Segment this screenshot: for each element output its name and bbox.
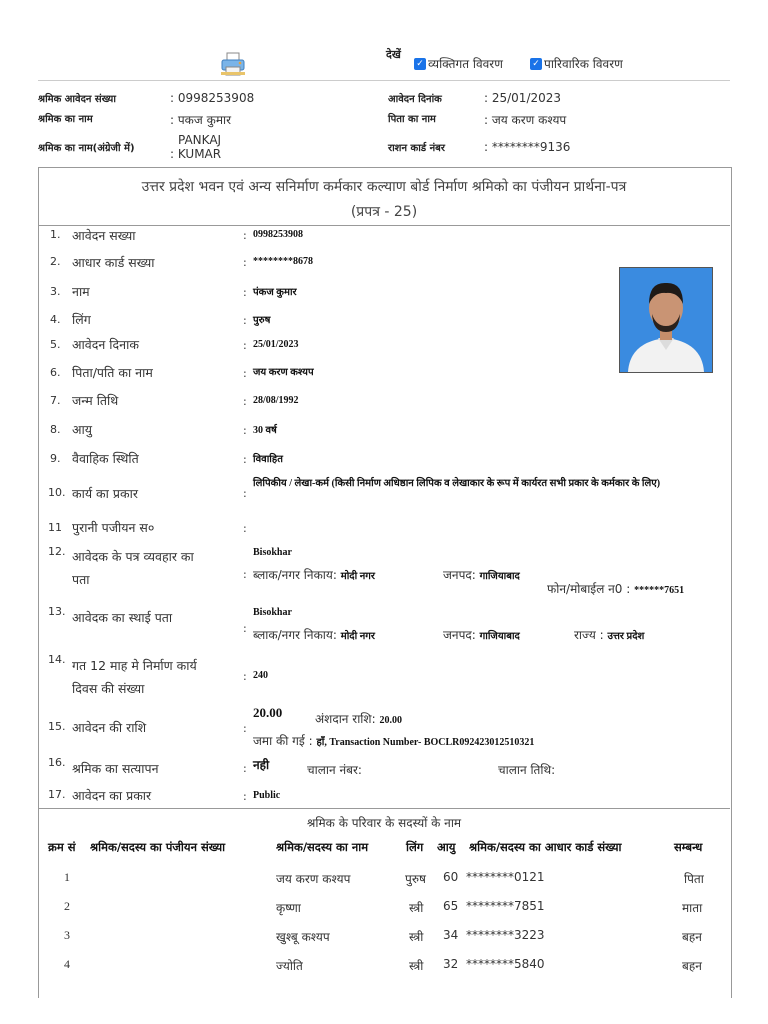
table-cell-aadhaar: ********0121 bbox=[466, 870, 545, 884]
table-header: श्रमिक/सदस्य का नाम bbox=[276, 840, 369, 854]
colon: : bbox=[243, 762, 247, 775]
colon: : bbox=[243, 367, 247, 380]
row-label: लिंग bbox=[72, 312, 91, 327]
row-label: नाम bbox=[72, 284, 90, 299]
table-cell-sn: 4 bbox=[64, 957, 70, 971]
row-label: आधार कार्ड सख्या bbox=[72, 255, 155, 270]
row-number: 15. bbox=[48, 720, 66, 733]
row-number: 7. bbox=[50, 394, 61, 407]
district-field: जनपद: गाजियाबाद bbox=[443, 628, 520, 642]
colon: : bbox=[243, 790, 247, 803]
row-label: आवेदन सख्या bbox=[72, 228, 136, 243]
address-village: Bisokhar bbox=[253, 607, 292, 618]
divider bbox=[38, 225, 730, 226]
table-cell-relation: बहन bbox=[682, 959, 702, 973]
colon: : bbox=[243, 670, 247, 683]
row-label: पता bbox=[72, 572, 90, 587]
row-value: Public bbox=[253, 790, 281, 801]
application-number-label: श्रमिक आवेदन संख्या bbox=[38, 94, 116, 105]
table-header: लिंग bbox=[406, 840, 424, 854]
row-value: विवाहित bbox=[253, 454, 283, 465]
table-cell-relation: माता bbox=[682, 901, 703, 915]
colon: : bbox=[243, 622, 247, 635]
row-number: 12. bbox=[48, 545, 66, 558]
district-field: जनपद: गाजियाबाद bbox=[443, 568, 520, 582]
family-section-title: श्रमिक के परिवार के सदस्यों के नाम bbox=[306, 816, 462, 830]
challan-number-label: चालान नंबर: bbox=[307, 763, 362, 777]
row-label: वैवाहिक स्थिति bbox=[72, 451, 139, 466]
colon: : bbox=[243, 424, 247, 437]
row-value: लिपिकीय / लेखा-कर्म (किसी निर्माण अधिष्ठान लिपिक व लेखाकार के रूप में कार्यरत सभी प्रकार के कर्मकार के लिए) bbox=[253, 478, 661, 489]
colon: : bbox=[243, 395, 247, 408]
row-label: श्रमिक का सत्यापन bbox=[72, 761, 159, 776]
state-field: राज्य : उत्तर प्रदेश bbox=[574, 628, 645, 642]
colon: : bbox=[243, 286, 247, 299]
table-cell-name: ज्योति bbox=[276, 959, 303, 973]
row-value: पंकज कुमार bbox=[253, 287, 297, 298]
row-label: आवेदक का स्थाई पता bbox=[72, 610, 173, 625]
row-number: 3. bbox=[50, 285, 61, 298]
colon: : bbox=[243, 487, 247, 500]
divider bbox=[38, 80, 730, 81]
row-number: 9. bbox=[50, 452, 61, 465]
application-date-value: : 25/01/2023 bbox=[484, 91, 562, 105]
row-number: 14. bbox=[48, 653, 66, 666]
table-cell-name: कृष्णा bbox=[276, 901, 301, 915]
row-value: 30 वर्ष bbox=[253, 425, 277, 436]
table-cell-age: 34 bbox=[443, 928, 459, 942]
table-cell-sn: 3 bbox=[64, 928, 70, 942]
table-cell-age: 60 bbox=[443, 870, 459, 884]
contribution-field: अंशदान राशि: 20.00 bbox=[315, 712, 402, 726]
application-amount: 20.00 bbox=[253, 705, 283, 720]
colon: : bbox=[243, 339, 247, 352]
row-label: आयु bbox=[72, 422, 93, 437]
table-cell-name: खुश्बू कश्यप bbox=[276, 930, 330, 944]
colon: : bbox=[243, 568, 247, 581]
form-title: उत्तर प्रदेश भवन एवं अन्य सनिर्माण कर्मकार कल्याण बोर्ड निर्माण श्रमिको का पंजीयन प्रार्थना-पत्र bbox=[141, 179, 627, 195]
row-number: 2. bbox=[50, 255, 61, 268]
applicant-photo bbox=[619, 267, 713, 373]
row-number: 5. bbox=[50, 338, 61, 351]
colon: : bbox=[243, 256, 247, 269]
table-cell-sn: 2 bbox=[64, 899, 70, 913]
checkbox-family-details[interactable] bbox=[530, 55, 623, 72]
checkbox-checked-icon[interactable]: ✓ bbox=[530, 58, 542, 70]
colon: : bbox=[243, 229, 247, 242]
row-number: 13. bbox=[48, 605, 66, 618]
print-icon[interactable] bbox=[220, 52, 246, 76]
table-cell-gender: स्त्री bbox=[409, 901, 424, 915]
worker-name-label: श्रमिक का नाम bbox=[38, 114, 93, 125]
table-cell-aadhaar: ********5840 bbox=[466, 957, 545, 971]
row-value: पुरुष bbox=[253, 315, 271, 326]
colon: : bbox=[243, 522, 247, 535]
checkbox-checked-icon[interactable]: ✓ bbox=[414, 58, 426, 70]
block-field: ब्लाक/नगर निकाय: मोदी नगर bbox=[253, 628, 375, 642]
divider bbox=[38, 808, 730, 809]
row-number: 8. bbox=[50, 423, 61, 436]
row-number: 17. bbox=[48, 788, 66, 801]
worker-name-english-label: श्रमिक का नाम(अंग्रेजी में) bbox=[38, 143, 135, 154]
colon: : bbox=[243, 453, 247, 466]
father-name-label: पिता का नाम bbox=[388, 114, 436, 125]
table-cell-aadhaar: ********7851 bbox=[466, 899, 545, 913]
table-header: सम्बन्ध bbox=[674, 840, 703, 854]
ration-card-label: राशन कार्ड नंबर bbox=[388, 143, 445, 154]
worker-name-value: : पकज कुमार bbox=[170, 113, 232, 127]
table-cell-aadhaar: ********3223 bbox=[466, 928, 545, 942]
row-label: आवेदन की राशि bbox=[72, 720, 147, 735]
table-header: श्रमिक/सदस्य का आधार कार्ड संख्या bbox=[469, 840, 622, 854]
checkbox-label: पारिवारिक विवरण bbox=[544, 57, 623, 71]
colon: : bbox=[243, 314, 247, 327]
table-cell-age: 32 bbox=[443, 957, 459, 971]
address-village: Bisokhar bbox=[253, 547, 292, 558]
row-value: ********8678 bbox=[253, 256, 313, 267]
verification-value: नही bbox=[253, 758, 270, 772]
colon: : bbox=[243, 722, 247, 735]
row-label: पुरानी पजीयन स० bbox=[72, 520, 155, 535]
block-field: ब्लाक/नगर निकाय: मोदी नगर bbox=[253, 568, 375, 582]
table-cell-name: जय करण कश्यप bbox=[276, 872, 351, 886]
row-number: 4. bbox=[50, 313, 61, 326]
row-label: कार्य का प्रकार bbox=[72, 486, 138, 501]
table-cell-sn: 1 bbox=[64, 870, 70, 884]
table-cell-age: 65 bbox=[443, 899, 459, 913]
row-value: 25/01/2023 bbox=[253, 339, 299, 350]
row-label: पिता/पति का नाम bbox=[72, 365, 153, 380]
ration-card-value: : ********9136 bbox=[484, 140, 571, 154]
deposit-field: जमा की गई : हाँ, Transaction Number- BOCLR092423012510321 bbox=[253, 734, 535, 748]
table-cell-relation: पिता bbox=[684, 872, 704, 886]
row-number: 16. bbox=[48, 756, 66, 769]
checkbox-personal-details[interactable] bbox=[414, 55, 503, 72]
row-number: 10. bbox=[48, 486, 66, 499]
table-header: क्रम सं bbox=[48, 840, 76, 854]
row-value: 0998253908 bbox=[253, 229, 303, 240]
table-cell-relation: बहन bbox=[682, 930, 702, 944]
father-name-value: : जय करण कश्यप bbox=[484, 113, 567, 127]
worker-name-english-value: PANKAJ : KUMAR bbox=[170, 133, 222, 161]
row-number: 1. bbox=[50, 228, 61, 241]
show-label: देखें bbox=[386, 48, 401, 61]
table-cell-gender: पुरुष bbox=[405, 872, 426, 886]
table-cell-gender: स्त्री bbox=[409, 959, 424, 973]
row-label: आवेदन दिनाक bbox=[72, 337, 139, 352]
checkbox-label: व्यक्तिगत विवरण bbox=[428, 57, 503, 71]
row-label: जन्म तिथि bbox=[72, 393, 119, 408]
application-number-value: : 0998253908 bbox=[170, 91, 255, 105]
challan-date-label: चालान तिथि: bbox=[498, 763, 556, 777]
form-subtitle: (प्रपत्र - 25) bbox=[350, 204, 418, 220]
row-label: आवेदन का प्रकार bbox=[72, 788, 152, 803]
table-header: श्रमिक/सदस्य का पंजीयन संख्या bbox=[90, 840, 226, 854]
table-cell-gender: स्त्री bbox=[409, 930, 424, 944]
row-label: गत 12 माह मे निर्माण कार्य bbox=[72, 658, 197, 673]
row-number: 11 bbox=[48, 521, 62, 534]
row-number: 6. bbox=[50, 366, 61, 379]
row-value: 28/08/1992 bbox=[253, 395, 299, 406]
row-value: जय करण कश्यप bbox=[253, 367, 314, 378]
row-value: 240 bbox=[253, 670, 268, 681]
table-header: आयु bbox=[437, 840, 456, 854]
application-date-label: आवेदन दिनांक bbox=[388, 94, 442, 105]
phone-field: फोन/मोबाईल न0 : ******7651 bbox=[547, 582, 685, 596]
row-label: दिवस की संख्या bbox=[72, 681, 145, 696]
row-label: आवेदक के पत्र व्यवहार का bbox=[72, 549, 194, 564]
